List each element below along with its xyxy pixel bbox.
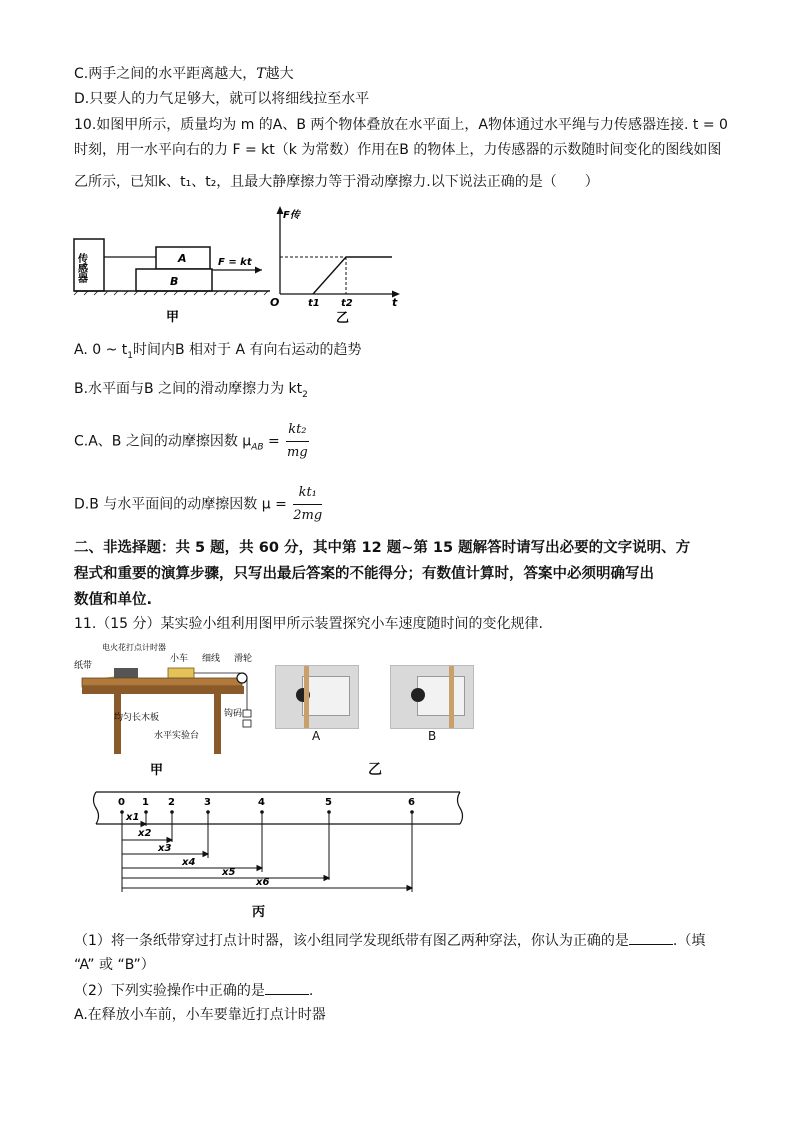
weight-1 [243,710,251,717]
q10-option-d [74,483,322,526]
q10-figure-jia [74,225,274,325]
photo-a [275,665,359,729]
apparatus-caption: 甲 [150,763,164,778]
q10-option-c-sub: AB [251,442,264,453]
q11-option-a: A.在释放小车前，小车要靠近打点计时器 [74,1007,326,1023]
q10-option-b-sub: 2 [302,389,308,400]
section2-heading-line3: 数值和单位. [74,592,153,608]
q11-part1-tail: .（填 [672,933,706,949]
photo-b-tape [449,666,454,728]
sensor-label: 传感器 [75,253,87,283]
photo-b [390,665,474,729]
photo-b-label: B [428,729,437,743]
block-a-label: A [178,252,187,265]
tape-distance-x4: x4 [182,857,196,868]
tape-caption: 丙 [252,905,266,920]
block-b-label: B [170,275,179,288]
label-table: 水平实验台 [154,731,200,741]
q9-option-c-var: T [256,66,266,82]
section2-heading-line1: 二、非选择题：共 5 题，共 60 分，其中第 12 题~第 15 题解答时请写出必要的文字说明、方 [74,540,691,556]
q11-part2-text: （2）下列实验操作中正确的是 [74,983,265,999]
q11-part2-tail: . [308,983,314,999]
q10-option-c-numerator: kt₂ [286,420,308,442]
q10-option-a-sub: 1 [127,350,133,361]
timer-body [114,668,138,678]
q10-option-b-prefix: B.水平面与B 之间的滑动摩擦力为 kt [74,381,303,397]
photo-a-tape [304,666,309,728]
label-string: 细线 [202,654,221,664]
tape-distance-x2: x2 [138,828,152,839]
weight-2 [243,720,251,727]
photo-a-label: A [312,729,321,743]
q11-apparatus-figure [74,640,264,780]
q10-figure-yi [270,204,405,326]
tape-label-0: 0 [118,797,125,808]
figure-yi-caption: 乙 [336,311,350,326]
section2-heading-line2: 程式和重要的演算步骤，只写出最后答案的不能得分；有数值计算时，答案中必须明确写出 [74,566,654,582]
photo-b-spark-icon [411,688,425,702]
q10-option-a [74,340,362,366]
table-leg-right [214,694,221,754]
photos-caption: 乙 [368,762,382,778]
q10-stem-line2: 时刻，用一水平向右的力 F = kt（k 为常数）作用在B 的物体上，力传感器的示数随时间变化的图线如图 [74,142,722,158]
q9-option-c-prefix: C.两手之间的水平距离越大， [74,66,257,82]
q9-option-d: D.只要人的力气足够大，就可以将细线拉至水平 [74,91,370,107]
label-timer: 电火花打点计时器 [102,643,166,652]
q10-option-a-suffix: 时间内B 相对于 A 有向右运动的趋势 [133,342,362,358]
q10-option-c-text: C.A、B 之间的动摩擦因数 μ [74,433,252,450]
graph-y-label: F传 [283,210,300,221]
tape-distance-x5: x5 [222,867,236,878]
tape-distance-x1: x1 [126,812,140,823]
graph-origin: O [270,296,280,309]
table-leg-left [114,694,121,754]
label-paper-tape: 纸带 [74,661,93,671]
q11-stem: 11.（15 分）某实验小组利用图甲所示装置探究小车速度随时间的变化规律. [74,616,543,632]
tape-distance-x6: x6 [256,877,270,888]
q10-option-c: C.A、B 之间的动摩擦因数 $\mu_{AB}$ = $\frac{\text{kt₂}}{mg}$ [74,420,309,463]
q9-option-c [74,64,294,84]
q10-option-d-numerator: kt₁ [293,483,322,505]
tape-points [118,797,415,814]
q11-part2 [74,980,313,1001]
q10-option-d-text: D.B 与水平面间的动摩擦因数 μ = [74,496,287,513]
q11-part1-answer-blank[interactable] [629,930,673,945]
q10-stem-line1: 10.如图甲所示，质量均为 m 的A、B 两个物体叠放在水平面上，A物体通过水平绳与力传感器连接. t = 0 [74,117,728,133]
q11-tape-figure [96,788,466,923]
graph-x-label: t [392,296,398,309]
label-pulley: 滑轮 [234,654,253,664]
q11-part1-line1 [74,930,705,951]
pulley-icon [237,673,247,683]
tape-label-3: 3 [204,797,211,808]
label-board: 均匀长木板 [114,713,160,723]
board [82,678,242,686]
q10-option-c-denominator: mg [287,445,308,460]
label-weights: 钩码 [224,709,243,719]
q10-option-d-fraction [293,483,322,526]
label-cart: 小车 [170,654,189,664]
tape-label-5: 5 [325,797,332,808]
q10-option-b [74,379,308,405]
figure-jia-caption: 甲 [166,310,180,325]
q10-option-c-fraction [286,420,308,463]
q9-option-c-suffix: 越大 [265,66,294,82]
tape-distance-x3: x3 [158,843,172,854]
q10-option-d-denominator: 2mg [293,508,323,523]
q11-part2-answer-blank[interactable] [265,980,309,995]
q11-part1-text: （1）将一条纸带穿过打点计时器，该小组同学发现纸带有图乙两种穿法，你认为正确的是 [74,933,629,949]
table-top [82,686,244,694]
tape-label-2: 2 [168,797,175,808]
tape-label-1: 1 [142,797,149,808]
q11-part1-line2: “A” 或 “B”） [74,957,155,973]
graph-rising-line [313,257,346,294]
tape-label-6: 6 [408,797,415,808]
q10-option-a-prefix: A. 0 ~ t [74,342,128,358]
tape-label-4: 4 [258,797,265,808]
tick-t2: t2 [341,298,353,309]
tick-t1: t1 [308,298,320,309]
force-label: F = kt [218,257,252,268]
q10-stem-line3: 乙所示，已知k、t₁、t₂，且最大静摩擦力等于滑动摩擦力.以下说法正确的是（ ） [74,174,599,190]
